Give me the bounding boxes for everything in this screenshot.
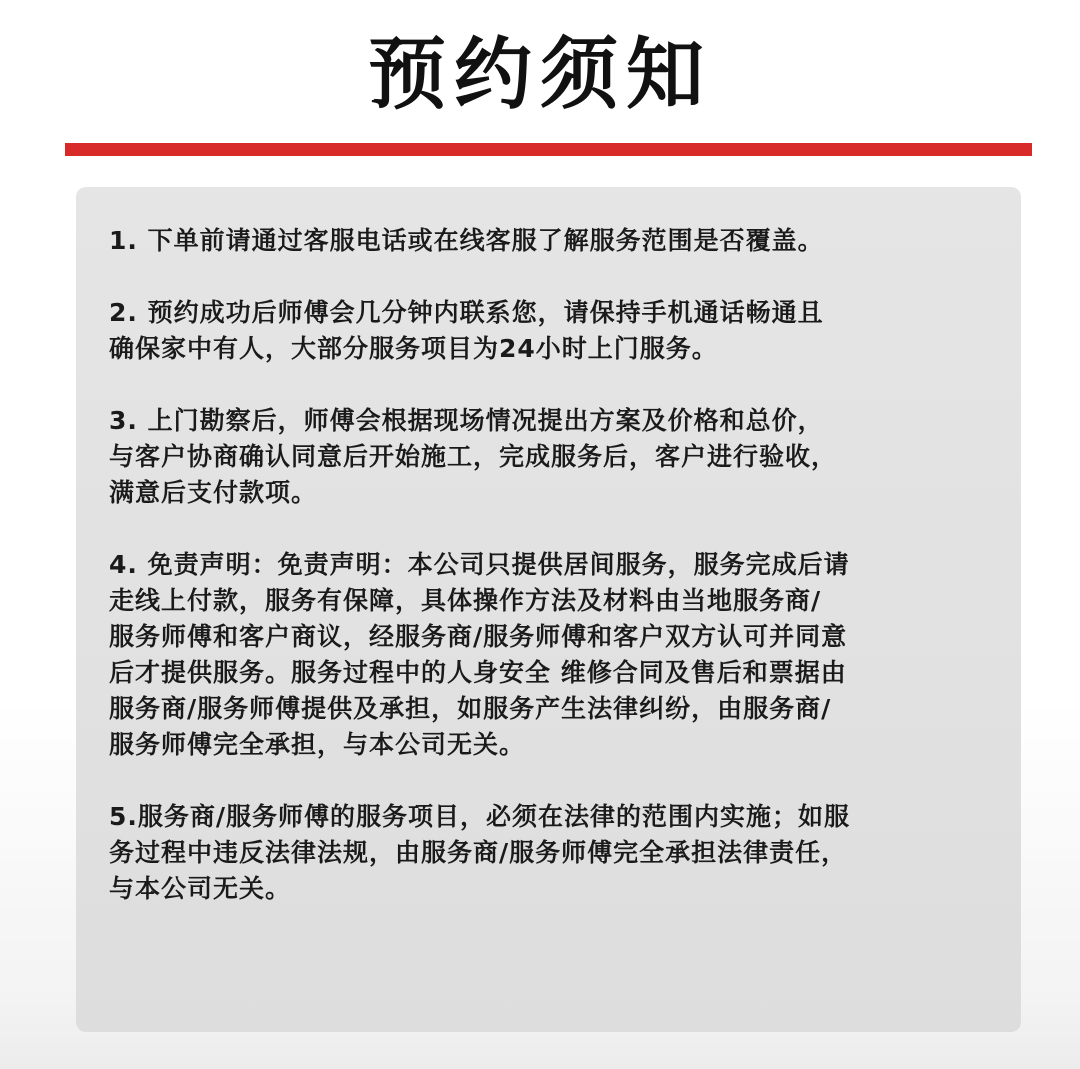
page-title: 预约须知: [367, 30, 712, 120]
notice-item-2: 2. 预约成功后师傅会几分钟内联系您，请保持手机通话畅通且 确保家中有人，大部分服务项目为24小时上门服务。: [109, 298, 824, 363]
notice-card: [76, 187, 1021, 1032]
notice-item-3: 3. 上门勘察后，师傅会根据现场情况提出方案及价格和总价， 与客户协商确认同意后开始施工，完成服务后，客户进行验收， 满意后支付款项。: [109, 406, 838, 507]
notice-item-1: 1. 下单前请通过客服电话或在线客服了解服务范围是否覆盖。: [109, 226, 824, 255]
notice-item-4-disclaimer: 4. 免责声明：免责声明：本公司只提供居间服务，服务完成后请 走线上付款，服务有保障，具体操作方法及材料由当地服务商/ 服务师傅和客户商议，经服务商/服务师傅和客户双方认可并同意 后才提供服务。服务过程中的人身安全 维修合同及售后和票据由 服务商/服务师傅提供及承担，如服务产生法律纠纷，由服务商/ 服务师傅完全承担，与本公司无关。: [109, 550, 850, 759]
title-divider: [65, 143, 1032, 156]
notice-item-5: 5.服务商/服务师傅的服务项目，必须在法律的范围内实施；如服 务过程中违反法律法规，由服务商/服务师傅完全承担法律责任， 与本公司无关。: [109, 802, 851, 903]
